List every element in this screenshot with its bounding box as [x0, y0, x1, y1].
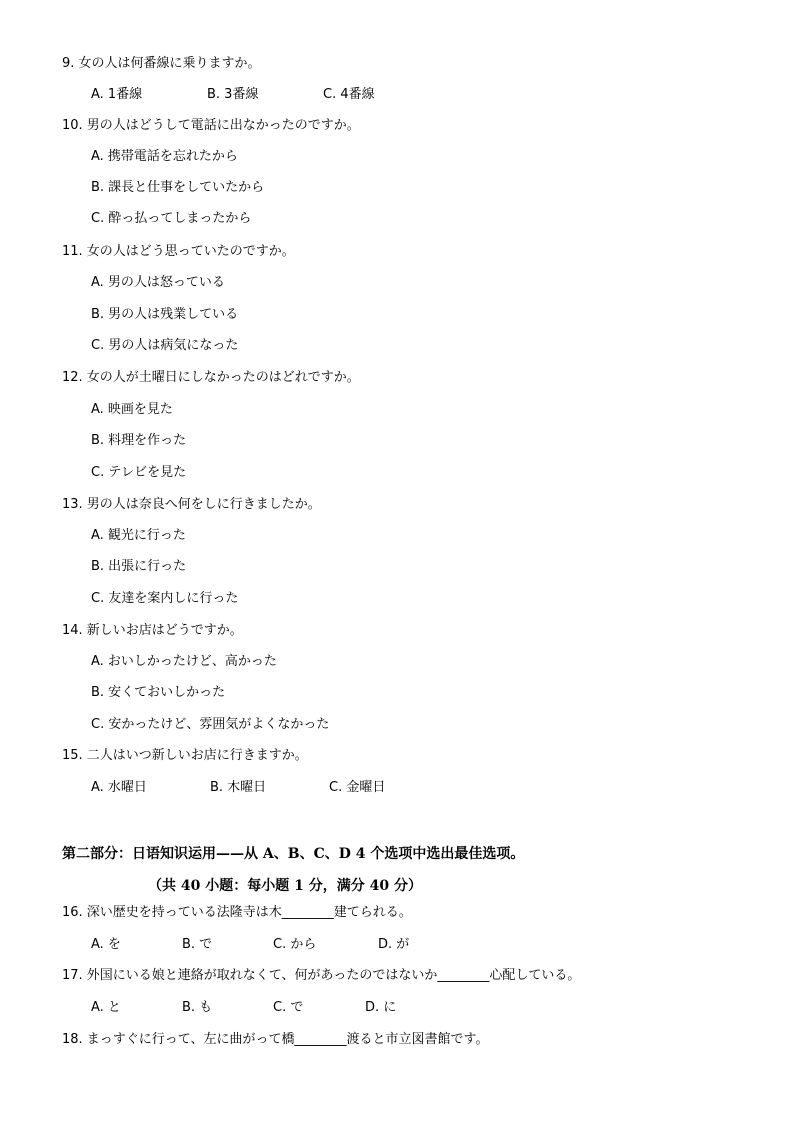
option-c: C. 4番線 [323, 87, 375, 102]
question-10-option-c: C. 酔っ払ってしまったから [91, 211, 252, 226]
question-10-option-b: B. 課長と仕事をしていたから [91, 180, 265, 195]
question-17-stem: 17. 外国にいる娘と連絡が取れなくて、何があったのではないか________心配している。 [62, 968, 581, 983]
question-14-option-c: C. 安かったけど、雰囲気がよくなかった [91, 717, 330, 732]
option-b: B. で [182, 937, 213, 952]
question-9-options [91, 87, 375, 103]
section-2-subtitle: （共 40 小题：每小题 1 分，满分 40 分） [148, 878, 422, 894]
question-9-stem: 9. 女の人は何番線に乗りますか。 [62, 56, 261, 71]
question-18-stem: 18. まっすぐに行って、左に曲がって橋________渡ると市立図書館です。 [62, 1032, 489, 1047]
option-a: A. 1番線 [91, 87, 143, 102]
option-a: A. と [91, 1000, 121, 1015]
option-b: B. 3番線 [207, 87, 259, 102]
option-b: B. も [182, 1000, 213, 1015]
question-12-option-a: A. 映画を見た [91, 402, 173, 417]
question-16-options [91, 937, 409, 953]
question-12-option-b: B. 料理を作った [91, 433, 187, 448]
question-13-option-b: B. 出張に行った [91, 559, 187, 574]
question-14-stem: 14. 新しいお店はどうですか。 [62, 623, 243, 638]
question-15-stem: 15. 二人はいつ新しいお店に行きますか。 [62, 748, 308, 763]
question-10-stem: 10. 男の人はどうして電話に出なかったのですか。 [62, 118, 360, 133]
option-d: D. に [365, 1000, 397, 1015]
question-11-stem: 11. 女の人はどう思っていたのですか。 [62, 244, 295, 259]
option-c: C. 金曜日 [329, 780, 386, 795]
question-14-option-a: A. おいしかったけど、高かった [91, 654, 277, 669]
question-13-option-c: C. 友達を案内しに行った [91, 591, 239, 606]
option-d: D. が [378, 937, 410, 952]
option-a: A. 水曜日 [91, 780, 147, 795]
option-b: B. 木曜日 [210, 780, 267, 795]
question-17-options [91, 1000, 396, 1016]
option-a: A. を [91, 937, 121, 952]
option-c: C. から [273, 937, 317, 952]
question-16-stem: 16. 深い歴史を持っている法隆寺は木________建てられる。 [62, 905, 412, 920]
question-10-option-a: A. 携帯電話を忘れたから [91, 149, 238, 164]
question-11-option-b: B. 男の人は残業している [91, 307, 239, 322]
question-11-option-a: A. 男の人は怒っている [91, 275, 225, 290]
question-12-option-c: C. テレビを見た [91, 465, 187, 480]
question-13-option-a: A. 観光に行った [91, 528, 186, 543]
question-12-stem: 12. 女の人が土曜日にしなかったのはどれですか。 [62, 370, 360, 385]
section-2-title: 第二部分：日语知识运用——从 A、B、C、D 4 个选项中选出最佳选项。 [62, 846, 525, 862]
question-14-option-b: B. 安くておいしかった [91, 685, 226, 700]
question-13-stem: 13. 男の人は奈良へ何をしに行きましたか。 [62, 497, 321, 512]
question-15-options [91, 780, 385, 796]
option-c: C. で [273, 1000, 304, 1015]
question-11-option-c: C. 男の人は病気になった [91, 338, 239, 353]
